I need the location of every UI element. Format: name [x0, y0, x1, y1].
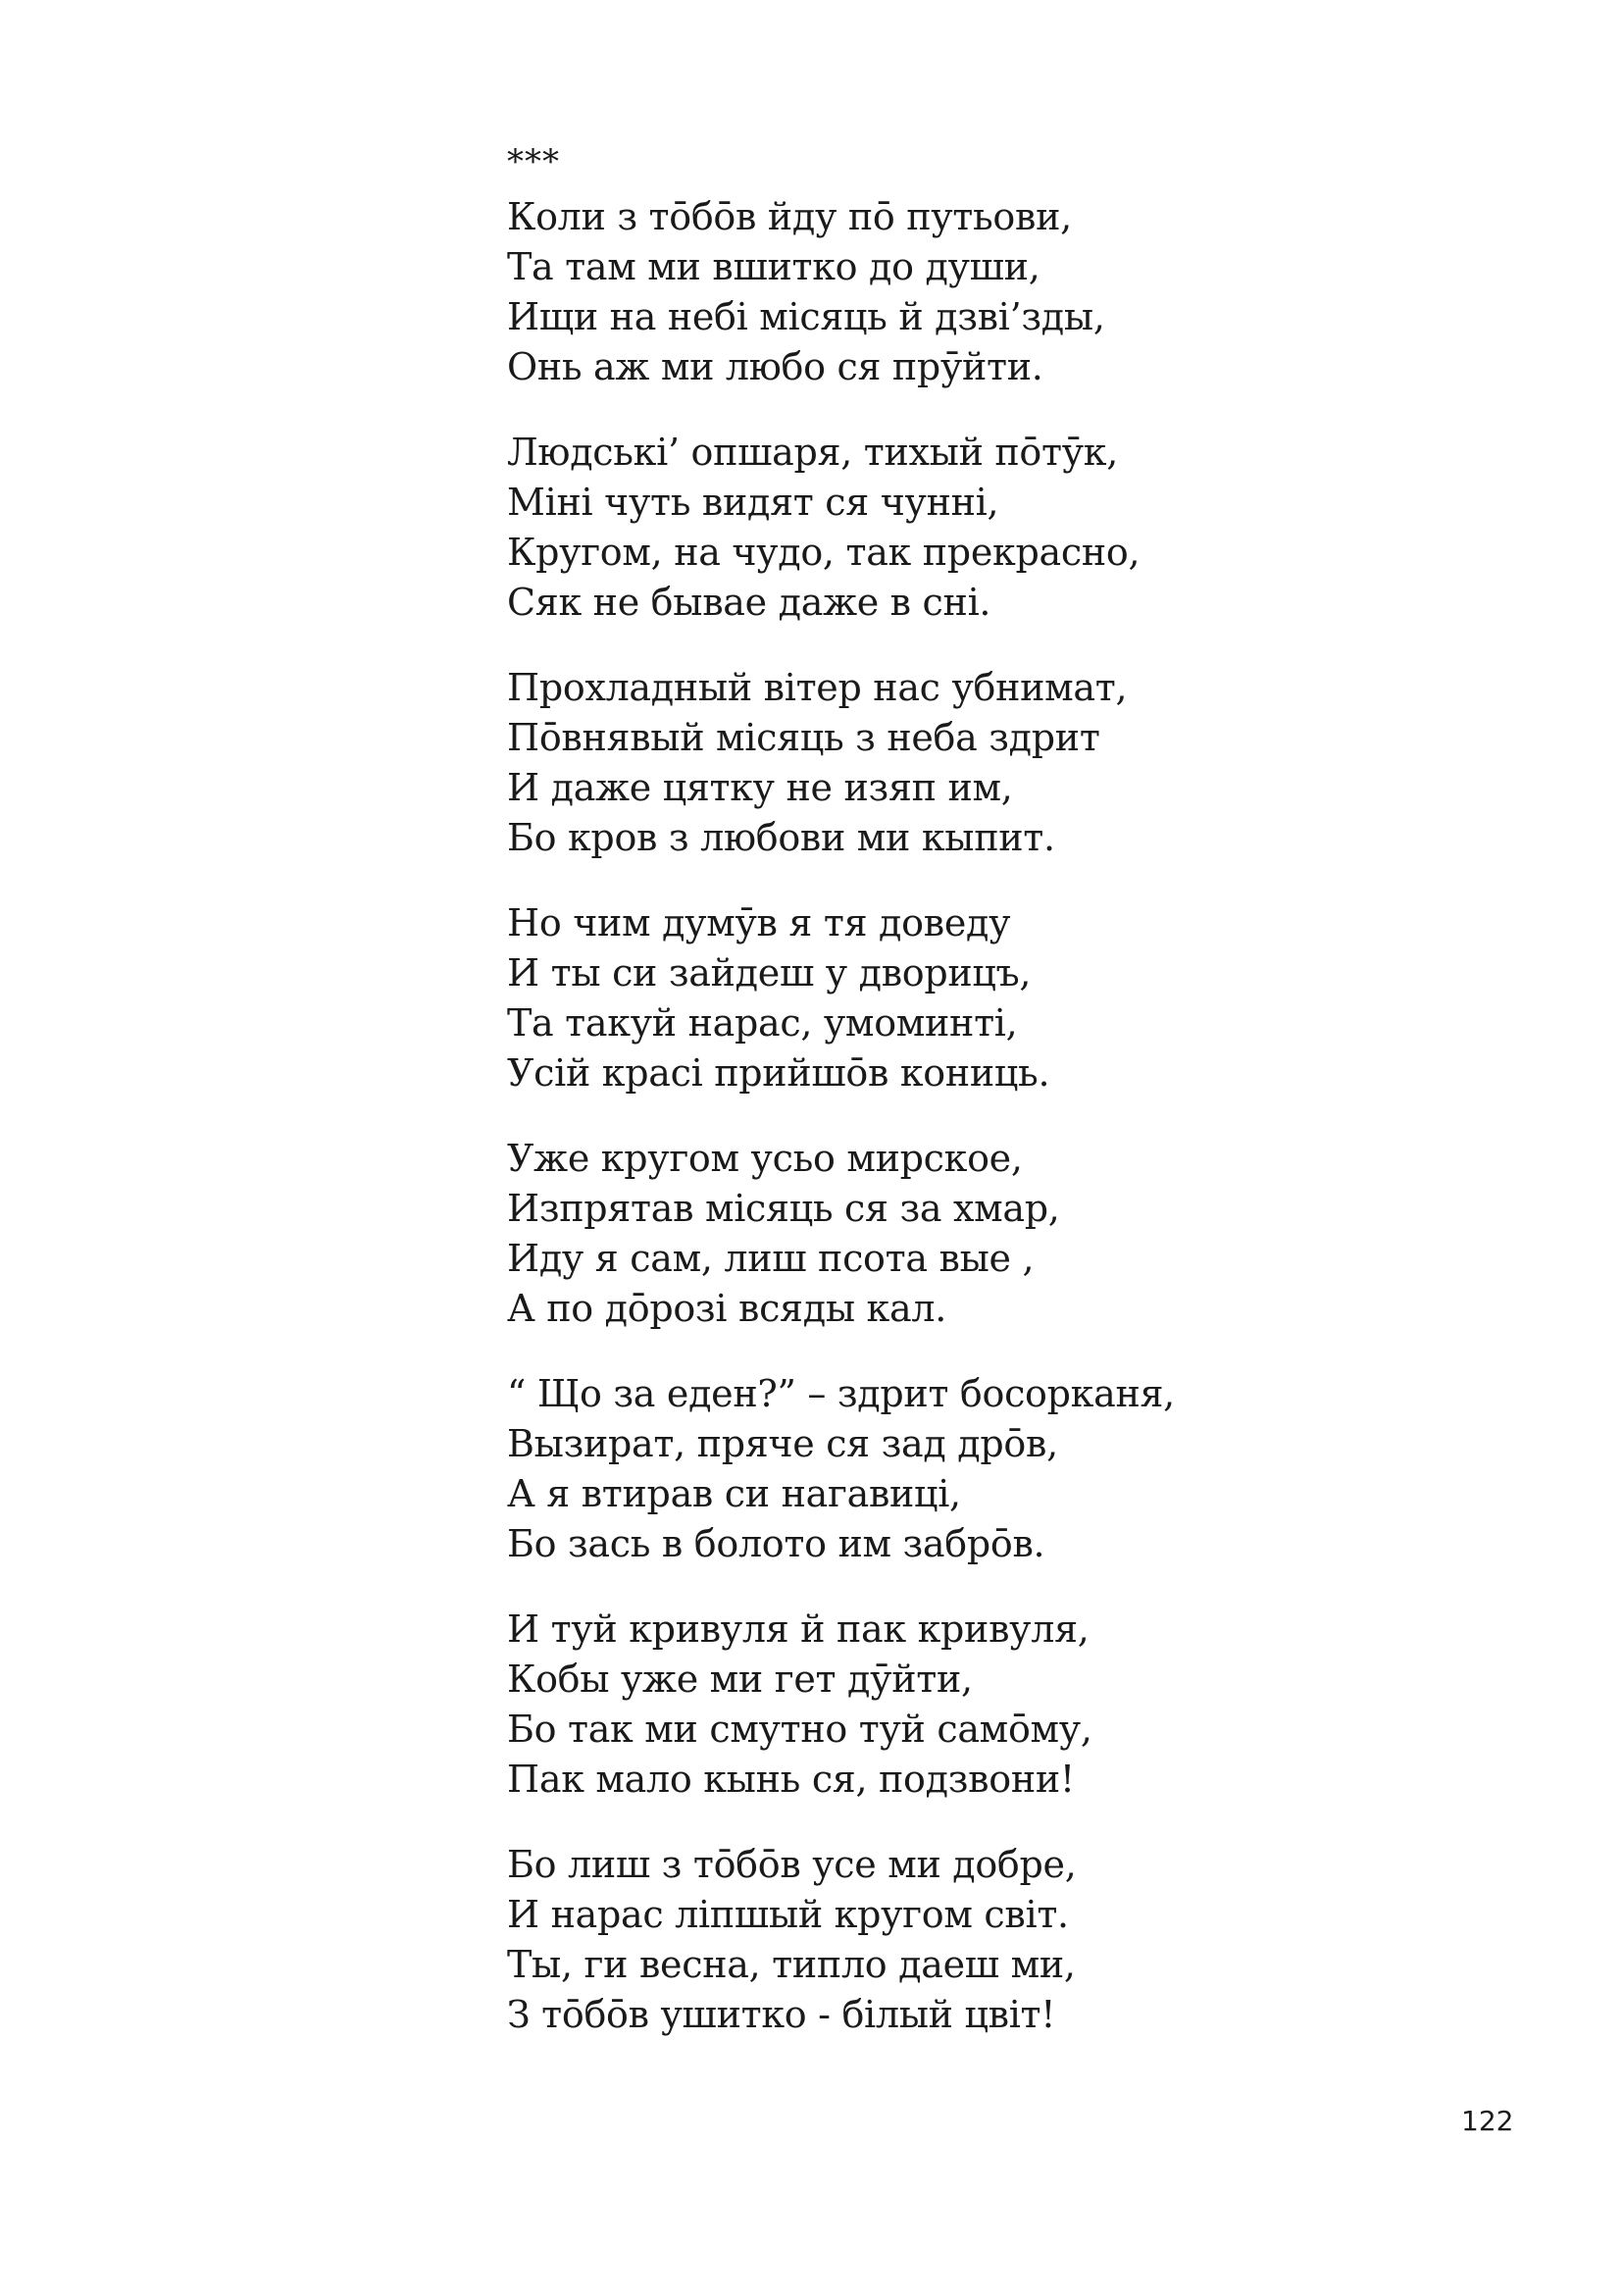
poem-line: А по до̄розі всяды кал.: [507, 1287, 946, 1330]
poem-line: Кобы уже ми гет дӯйти,: [507, 1658, 973, 1701]
poem-line: Людські’ опшаря, тихый по̄тӯк,: [507, 431, 1119, 474]
poem-line: Та там ми вшитко до души,: [507, 245, 1040, 288]
poem-line: Но чим думӯв я тя доведу: [507, 901, 1011, 944]
poem-line: А я втирав си нагавиці,: [507, 1472, 961, 1515]
poem-heading: ***: [507, 142, 560, 181]
stanza: [507, 1605, 1488, 1805]
stanza: [507, 1840, 1488, 2040]
poem: [507, 142, 1488, 2040]
poem-line: Ищи на небі місяць й дзві’зды,: [507, 295, 1105, 338]
poem-line: Прохладный вітер нас убнимат,: [507, 666, 1128, 709]
stanza: [507, 898, 1488, 1098]
stanza: [507, 1369, 1488, 1569]
stanza: [507, 1134, 1488, 1334]
poem-line: Иду я сам, лиш псота вые ,: [507, 1237, 1035, 1280]
poem-line: По̄внявый місяць з неба здрит: [507, 716, 1100, 759]
poem-line: Усій красі прийшо̄в кониць.: [507, 1051, 1050, 1095]
poem-line: И даже цятку не изяп им,: [507, 766, 1013, 809]
poem-line: И ты си зайдеш у дворицъ,: [507, 951, 1032, 995]
poem-line: Изпрятав місяць ся за хмар,: [507, 1187, 1060, 1230]
poem-line: Бо кров з любови ми кыпит.: [507, 816, 1055, 859]
stanza: [507, 428, 1488, 628]
poem-line: Бо так ми смутно туй само̄му,: [507, 1708, 1092, 1751]
poem-line: Пак мало кынь ся, подзвони!: [507, 1758, 1075, 1801]
poem-line: Бо лиш з то̄бо̄в усе ми добре,: [507, 1843, 1077, 1886]
poem-line: Кругом, на чудо, так прекрасно,: [507, 531, 1141, 574]
stanza: [507, 663, 1488, 863]
poem-line: Вызират, пряче ся зад дро̄в,: [507, 1422, 1058, 1465]
poem-line: Та такуй нарас, умоминті,: [507, 1001, 1018, 1045]
poem-line: Ты, ги весна, типло даеш ми,: [507, 1943, 1076, 1986]
poem-line: Коли з то̄бо̄в йду по̄ путьови,: [507, 195, 1072, 238]
poem-line: Міні чуть видят ся чунні,: [507, 481, 999, 524]
poem-line: Сяк не бывае даже в сні.: [507, 581, 991, 624]
stanza: [507, 192, 1488, 392]
poem-line: Уже кругом усьо мирское,: [507, 1137, 1023, 1180]
poem-line: “ Що за еден?” – здрит босорканя,: [507, 1372, 1175, 1415]
poem-line: И нарас ліпшый кругом світ.: [507, 1893, 1069, 1936]
poem-line: И туй кривуля й пак кривуля,: [507, 1607, 1090, 1651]
poem-line: Онь аж ми любо ся прӯйти.: [507, 345, 1043, 388]
poem-line: З то̄бо̄в ушитко - білый цвіт!: [507, 1993, 1056, 2036]
poem-line: Бо зась в болото им забро̄в.: [507, 1522, 1045, 1565]
page-number: 122: [1461, 2105, 1514, 2137]
